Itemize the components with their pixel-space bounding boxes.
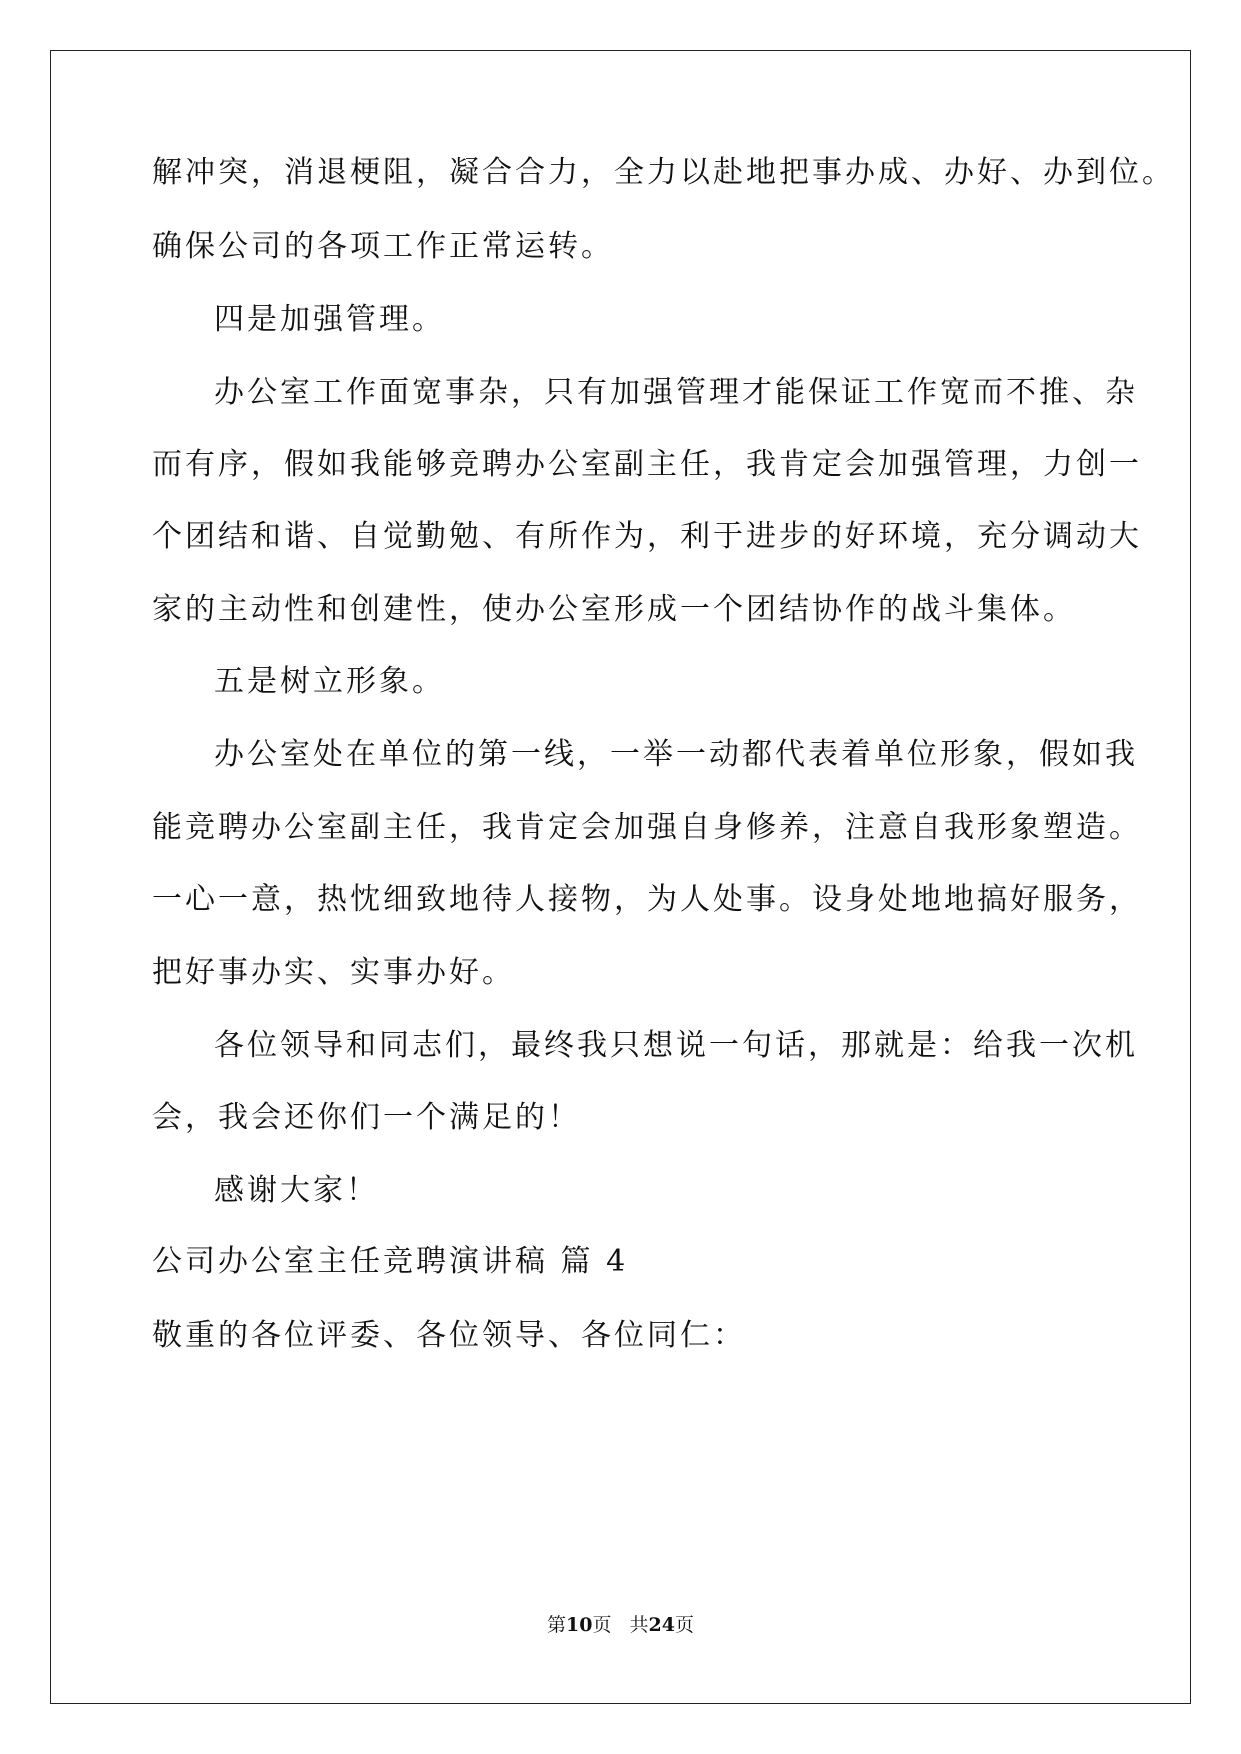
body-line: 办公室工作面宽事杂，只有加强管理才能保证工作宽而不推、杂 <box>214 375 1138 410</box>
closing-line: 感谢大家！ <box>214 1173 379 1208</box>
body-line: 办公室处在单位的第一线，一举一动都代表着单位形象，假如我 <box>214 737 1138 772</box>
body-line: 一心一意，热忱细致地待人接物，为人处事。设身处地地搞好服务， <box>152 882 1142 917</box>
section-heading: 四是加强管理。 <box>214 302 445 337</box>
total-page-count: 24 <box>648 1614 675 1636</box>
body-line: 能竞聘办公室副主任，我肯定会加强自身修养，注意自我形象塑造。 <box>152 810 1142 845</box>
footer-total-prefix: 共 <box>629 1614 649 1636</box>
section-heading: 五是树立形象。 <box>214 664 445 699</box>
body-line: 各位领导和同志们，最终我只想说一句话，那就是：给我一次机 <box>214 1028 1138 1063</box>
page-border <box>50 50 1191 1704</box>
body-line: 而有序，假如我能够竞聘办公室副主任，我肯定会加强管理，力创一 <box>152 447 1142 482</box>
page-footer <box>0 1612 1241 1638</box>
article-title: 公司办公室主任竞聘演讲稿 篇 4 <box>152 1244 629 1279</box>
footer-suffix: 页 <box>674 1614 694 1636</box>
footer-prefix: 第 <box>547 1614 567 1636</box>
body-line: 家的主动性和创建性，使办公室形成一个团结协作的战斗集体。 <box>152 592 1076 627</box>
current-page-number: 10 <box>566 1614 593 1636</box>
footer-page-label: 页 <box>592 1614 612 1636</box>
body-line: 把好事办实、实事办好。 <box>152 955 515 990</box>
body-line: 个团结和谐、自觉勤勉、有所作为，利于进步的好环境，充分调动大 <box>152 519 1142 554</box>
salutation: 敬重的各位评委、各位领导、各位同仁： <box>152 1318 746 1353</box>
body-line: 确保公司的各项工作正常运转。 <box>152 229 614 264</box>
body-line: 解冲突，消退梗阻，凝合合力，全力以赴地把事办成、办好、办到位。 <box>152 155 1175 190</box>
body-line: 会，我会还你们一个满足的！ <box>152 1100 581 1135</box>
